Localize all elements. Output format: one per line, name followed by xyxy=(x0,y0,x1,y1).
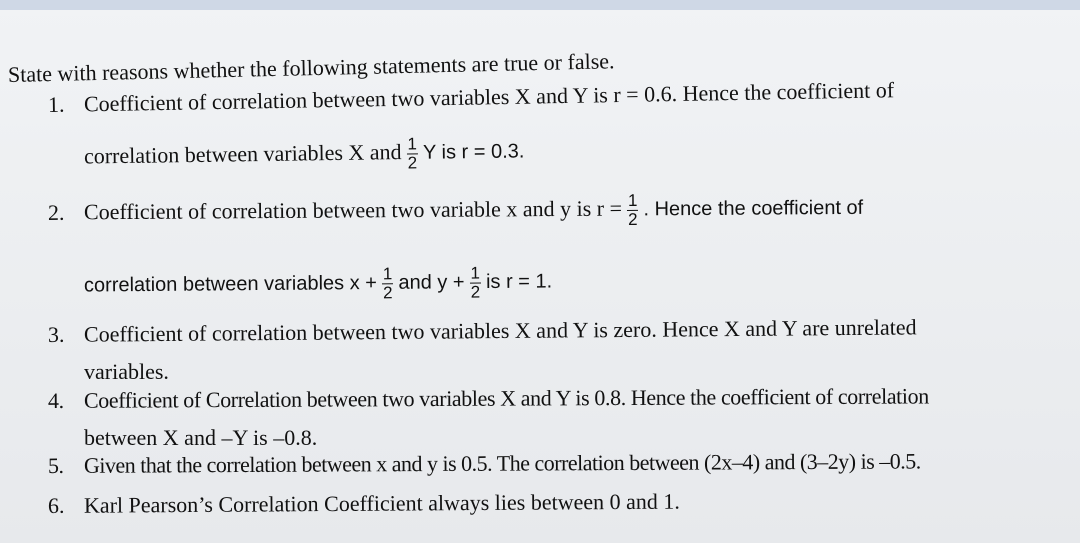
question-2-text-e: is r = 1. xyxy=(485,270,553,294)
question-1-line-2 xyxy=(84,134,525,177)
fraction-one-half xyxy=(627,192,639,229)
fraction-numerator: 1 xyxy=(382,264,393,284)
question-2-text-c: correlation between variables x + xyxy=(83,271,378,297)
question-4-number: 4. xyxy=(47,387,64,413)
question-6-number: 6. xyxy=(47,492,65,518)
question-1-number: 1. xyxy=(47,91,65,117)
fraction-numerator: 1 xyxy=(470,263,481,283)
fraction-denominator: 2 xyxy=(627,209,638,229)
question-4-line-1 xyxy=(48,383,929,414)
question-5-number: 5. xyxy=(47,452,64,478)
question-2-text-b: . Hence the coefficient of xyxy=(643,196,864,221)
fraction-one-half xyxy=(382,265,394,302)
question-2-text-d: and y + xyxy=(398,271,465,294)
fraction-numerator: 1 xyxy=(407,134,418,154)
question-4-line-2: between X and –Y is –0.8. xyxy=(84,425,318,450)
fraction-denominator: 2 xyxy=(382,283,393,303)
question-4-text: Coefficient of Correlation between two variables X and Y is 0.8. Hence the coefficient of correlation xyxy=(83,383,929,413)
question-6-line-1 xyxy=(48,489,680,519)
question-3-line-2: variables. xyxy=(84,359,169,384)
top-band xyxy=(0,0,1080,10)
question-2-number: 2. xyxy=(47,199,65,225)
question-3-number: 3. xyxy=(47,321,65,347)
question-5-line-1 xyxy=(48,448,921,479)
fraction-one-half xyxy=(406,135,418,172)
question-2-line-1 xyxy=(48,190,863,233)
instruction-header: State with reasons whether the following statements are true or false. xyxy=(7,48,615,87)
fraction-denominator: 2 xyxy=(470,282,481,302)
question-1-text-a: correlation between variables X and xyxy=(83,139,402,169)
question-3-text: Coefficient of correlation between two variables X and Y is zero. Hence X and Y are unrelated xyxy=(83,314,917,347)
question-1-text: Coefficient of correlation between two variables X and Y is r = 0.6. Hence the coefficient of xyxy=(83,77,895,117)
question-2-line-2 xyxy=(84,264,553,305)
question-6-text: Karl Pearson’s Correlation Coefficient always lies between 0 and 1. xyxy=(83,488,680,518)
question-2-text-a: Coefficient of correlation between two variable x and y is r = xyxy=(83,195,623,225)
question-3-line-1 xyxy=(48,314,917,348)
fraction-denominator: 2 xyxy=(407,153,418,173)
question-5-text: Given that the correlation between x and y is 0.5. The correlation between (2x–4) and (3–2y) is –0.5. xyxy=(83,448,921,478)
fraction-numerator: 1 xyxy=(627,190,638,210)
fraction-one-half xyxy=(469,265,481,302)
question-1-text-b: Y is r = 0.3. xyxy=(422,140,525,164)
